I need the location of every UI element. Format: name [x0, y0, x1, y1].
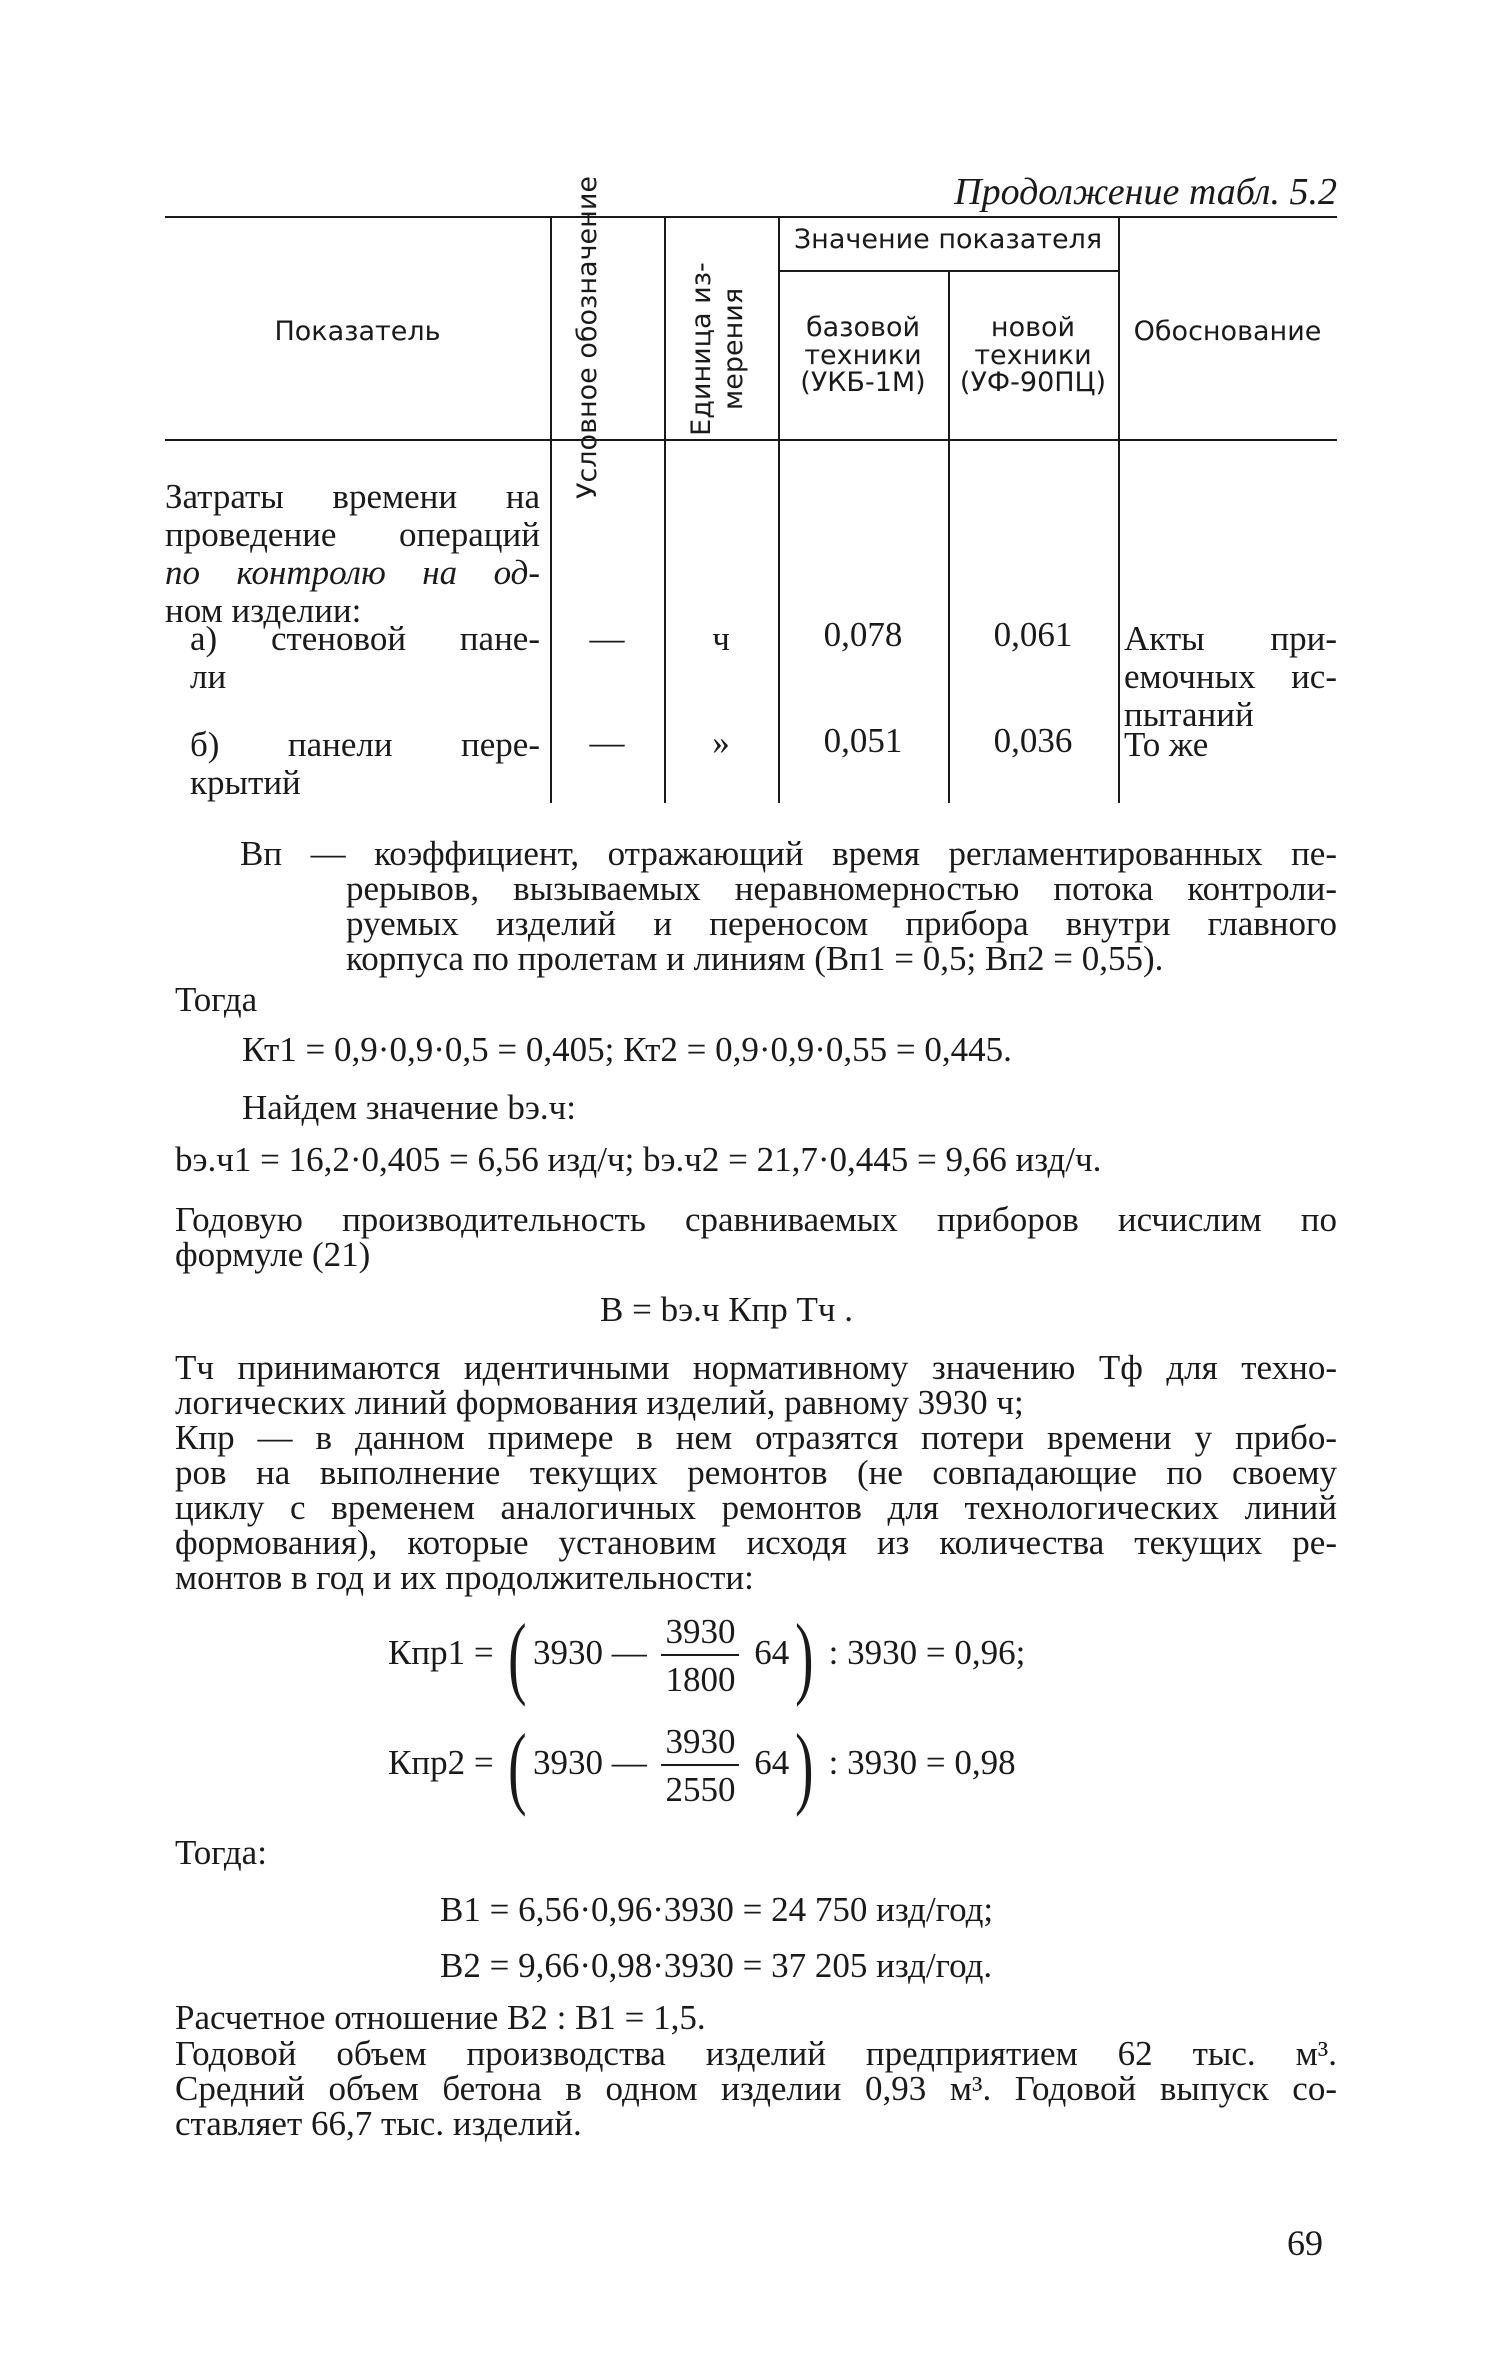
table-cell-symbol: —	[589, 723, 625, 762]
text-togda2: Тогда:	[175, 1833, 267, 1872]
table-row-intro: Затраты времени на проведение операций по контролю на од- ном изделии:	[165, 477, 540, 630]
formula-kpr2: Кпр2 = ( 3930 — $\frac{3930}{2550}$ 64) : 3930 = 0,98	[388, 1715, 1016, 1817]
table-col-divider	[1118, 218, 1120, 803]
formula-kpr1: Кпр1 = ( 3930 — $\frac{3930}{1800}$ 64) : 3930 = 0,96;	[388, 1605, 1026, 1707]
table-cell-unit: ч	[712, 619, 730, 658]
table-col-divider	[664, 218, 666, 803]
kpr-paragraph: Кпр — в данном примере в нем отразятся потери времени у прибо- ров на выполнение текущих ремонтов (не совпадающие по своему циклу с временем аналогичных ремонтов для технологических линий формования), которые установим исходя из количества текущих ре- монтов в год и их продолжительности:	[175, 1418, 1337, 1597]
formula-b2: В2 = 9,66·0,98·3930 = 37 205 изд/год.	[440, 1946, 993, 1985]
table-cell-symbol: —	[589, 619, 625, 658]
table-caption: Продолжение табл. 5.2	[954, 171, 1337, 213]
header-unit: Единица из- мерения	[686, 262, 749, 436]
text-togda: Тогда	[175, 980, 258, 1019]
header-base-tech: базовой техники (УКБ-1М)	[800, 312, 926, 399]
page-number: 69	[1287, 2223, 1323, 2263]
text-find: Найдем значение bэ.ч:	[242, 1088, 576, 1127]
table-cell-unit: »	[712, 723, 730, 762]
table-cell-base: 0,051	[823, 721, 903, 760]
formula-b1: В1 = 6,56·0,96·3930 = 24 750 изд/год;	[440, 1890, 994, 1929]
table-row-name: б) панели пере- крытий	[190, 725, 540, 802]
annual-paragraph: Годовую производительность сравниваемых приборов исчислим по формуле (21)	[175, 1200, 1337, 1274]
table-cell-basis: Акты при- емочных ис- пытаний	[1124, 619, 1337, 734]
header-indicator: Показатель	[274, 316, 441, 347]
table-col-divider	[778, 218, 780, 803]
header-new-tech: новой техники (УФ-90ПЦ)	[959, 312, 1107, 399]
table-cell-new: 0,061	[993, 615, 1073, 654]
header-symbol: Условное обозначение	[572, 176, 603, 499]
formula-kt: Кт1 = 0,9·0,9·0,5 = 0,405; Кт2 = 0,9·0,9·0,55 = 0,445.	[242, 1030, 1012, 1069]
header-basis: Обоснование	[1133, 316, 1322, 347]
formula-b: bэ.ч1 = 16,2·0,405 = 6,56 изд/ч; bэ.ч2 = 21,7·0,445 = 9,66 изд/ч.	[175, 1140, 1102, 1179]
text-ratio: Расчетное отношение В2 : В1 = 1,5.	[175, 1998, 706, 2037]
final-paragraph: Годовой объем производства изделий предприятием 62 тыс. м³. Средний объем бетона в одном изделии 0,93 м³. Годовой выпуск со- ставляет 66,7 тыс. изделий.	[175, 2034, 1337, 2143]
table-cell-base: 0,078	[823, 615, 903, 654]
table-col-divider	[550, 218, 552, 803]
table-subheader-rule	[778, 270, 1118, 272]
table-row-name: а) стеновой пане- ли	[190, 619, 540, 696]
header-value-group: Значение показателя	[793, 224, 1103, 255]
main-formula: В = bэ.ч Кпр Тч .	[600, 1290, 854, 1329]
bp-definition: Вп — коэффициент, отражающий время регламентированных пе- рерывов, вызываемых неравномерностью потока контроли- руемых изделий и переносом прибора внутри главного корпуса по пролетам и линиям (Вп1 = 0,5; Вп2 = 0,55).	[240, 834, 1337, 978]
tch-paragraph: Тч принимаются идентичными нормативному значению Тф для техно- логических линий формования изделий, равному 3930 ч;	[175, 1348, 1337, 1422]
table-cell-basis: То же	[1124, 725, 1209, 764]
table-cell-new: 0,036	[993, 721, 1073, 760]
